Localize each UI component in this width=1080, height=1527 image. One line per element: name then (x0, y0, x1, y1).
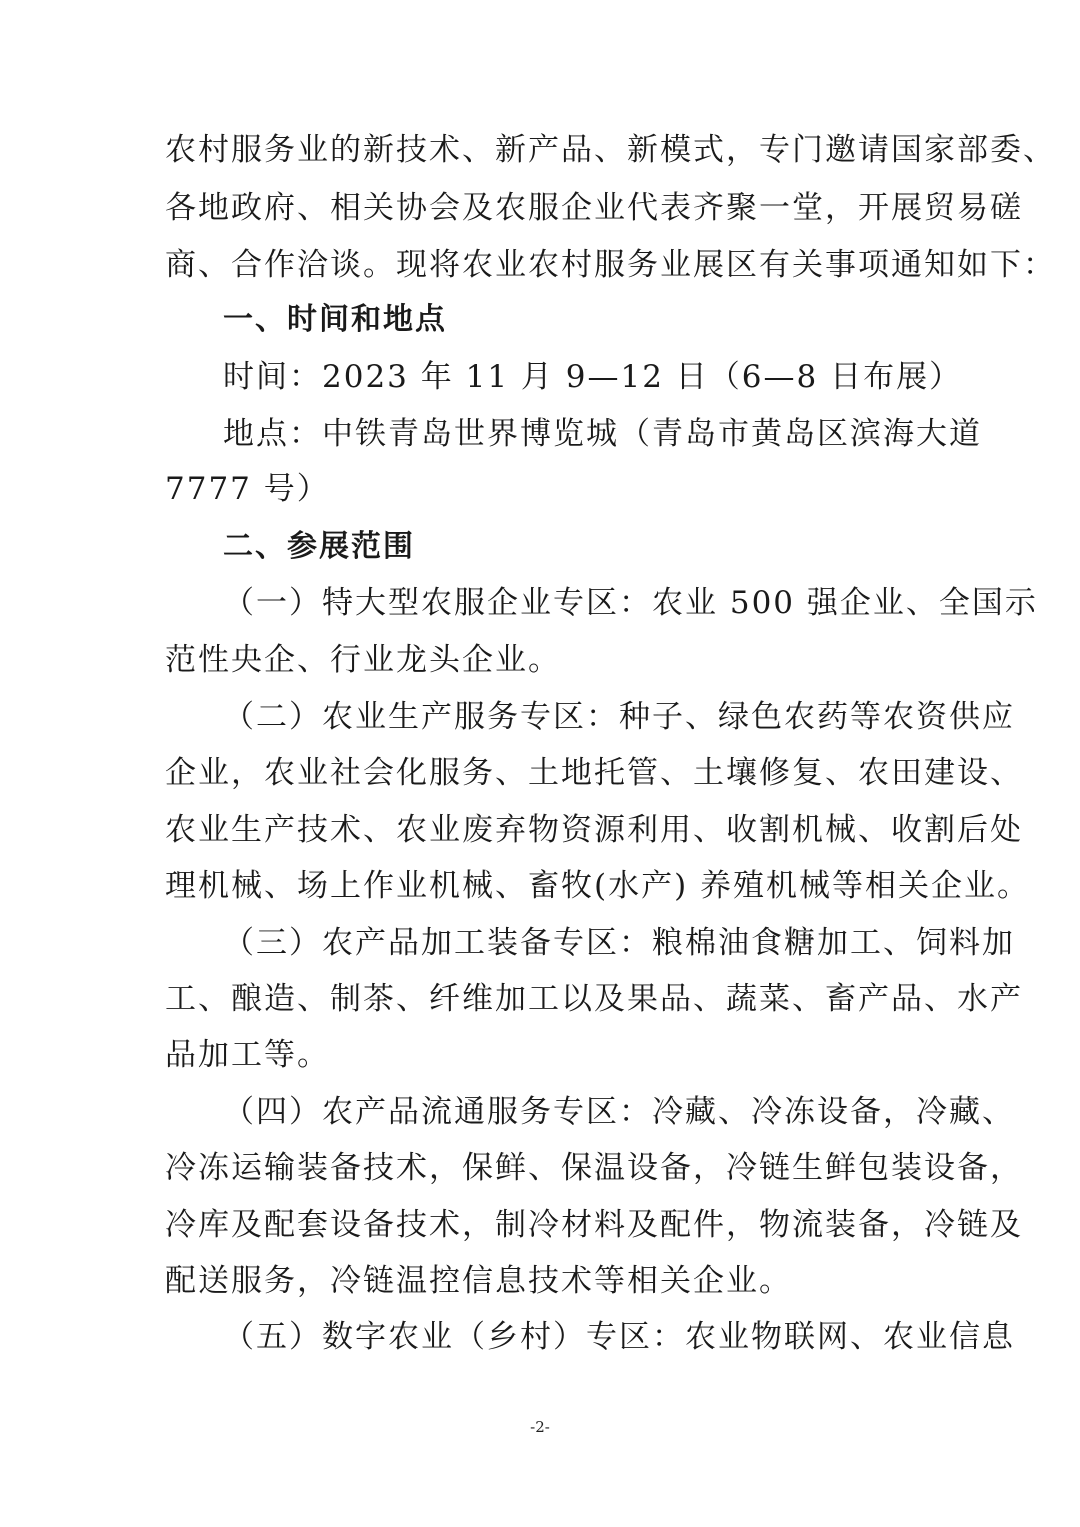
item1-line-1: （一）特大型农服企业专区：农业 500 强企业、全国示 (223, 585, 1038, 621)
item3-line-2: 工、酿造、制茶、纤维加工以及果品、蔬菜、畜产品、水产 (165, 981, 1023, 1017)
item4-line-4: 配送服务，冷链温控信息技术等相关企业。 (165, 1263, 792, 1299)
item5-line-1: （五）数字农业（乡村）专区：农业物联网、农业信息 (223, 1319, 1015, 1355)
location-line-2: 7777 号） (165, 471, 330, 507)
item4-line-3: 冷库及配套设备技术，制冷材料及配件，物流装备，冷链及 (165, 1207, 1023, 1243)
item3-line-1: （三）农产品加工装备专区：粮棉油食糖加工、饲料加 (223, 925, 1015, 961)
item2-line-2: 企业，农业社会化服务、土地托管、土壤修复、农田建设、 (165, 755, 1023, 791)
item3-line-3: 品加工等。 (165, 1037, 330, 1073)
page-number: -2- (530, 1418, 550, 1436)
item1-line-2: 范性央企、行业龙头企业。 (165, 642, 561, 678)
intro-line-2: 各地政府、相关协会及农服企业代表齐聚一堂，开展贸易磋 (165, 190, 1023, 226)
item2-line-4: 理机械、场上作业机械、畜牧(水产) 养殖机械等相关企业。 (165, 868, 1031, 904)
section-heading-time-location: 一、时间和地点 (223, 302, 447, 337)
item4-line-1: （四）农产品流通服务专区：冷藏、冷冻设备，冷藏、 (223, 1094, 1015, 1130)
section-heading-scope: 二、参展范围 (223, 529, 415, 564)
intro-line-1: 农村服务业的新技术、新产品、新模式，专门邀请国家部委、 (165, 132, 1056, 168)
item4-line-2: 冷冻运输装备技术，保鲜、保温设备，冷链生鲜包装设备， (165, 1150, 1023, 1186)
time-line: 时间：2023 年 11 月 9—12 日（6—8 日布展） (223, 359, 963, 395)
location-line-1: 地点：中铁青岛世界博览城（青岛市黄岛区滨海大道 (223, 416, 982, 452)
intro-line-3: 商、合作洽谈。现将农业农村服务业展区有关事项通知如下： (165, 247, 1056, 283)
item2-line-3: 农业生产技术、农业废弃物资源利用、收割机械、收割后处 (165, 812, 1023, 848)
item2-line-1: （二）农业生产服务专区：种子、绿色农药等农资供应 (223, 699, 1015, 735)
